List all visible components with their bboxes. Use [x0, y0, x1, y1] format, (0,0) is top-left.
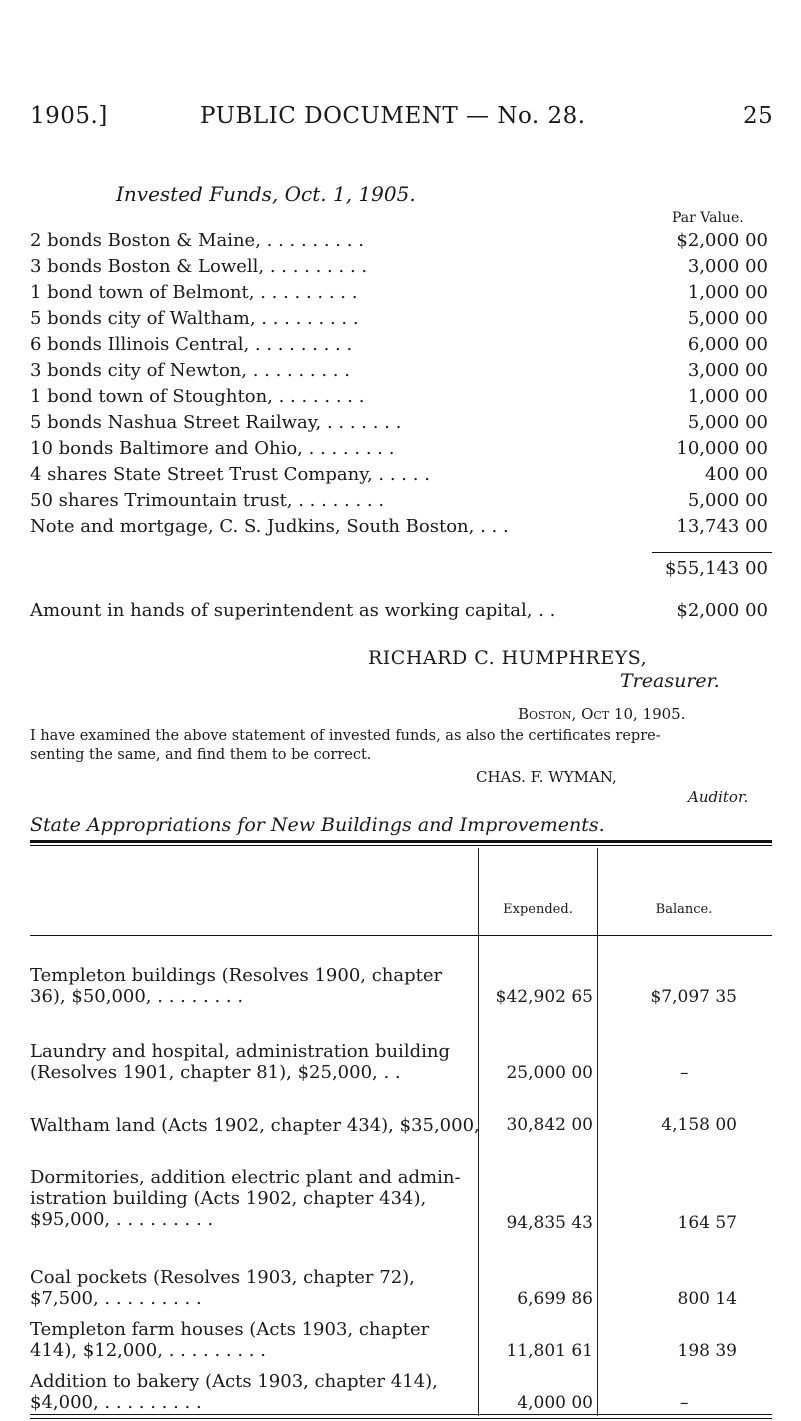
page-number: 25	[743, 103, 774, 129]
fund-label: 1 bond town of Stoughton, . . . . . . . .	[30, 386, 365, 407]
balance-value: 198 39	[677, 1341, 737, 1361]
expended-value: 30,842 00	[506, 1115, 593, 1135]
list-item	[30, 386, 770, 412]
fund-label: 10 bonds Baltimore and Ohio, . . . . . . . .	[30, 438, 395, 459]
balance-value: –	[680, 1063, 689, 1083]
table-bottom-rule-2	[30, 1418, 772, 1419]
fund-label: 6 bonds Illinois Central, . . . . . . . . .	[30, 334, 353, 355]
list-item	[30, 308, 770, 334]
fund-label: 3 bonds Boston & Lowell, . . . . . . . . .	[30, 256, 368, 277]
list-item	[30, 464, 770, 490]
header-year: 1905.]	[30, 103, 108, 129]
balance-heading: Balance.	[655, 902, 713, 917]
fund-value: 400 00	[705, 464, 768, 485]
fund-value: 1,000 00	[687, 386, 768, 407]
fund-value: 3,000 00	[687, 256, 768, 277]
list-item	[30, 282, 770, 308]
expended-value: $42,902 65	[495, 987, 593, 1007]
table-row	[30, 1267, 415, 1309]
working-capital-value: $2,000 00	[676, 600, 768, 621]
row-desc-line: 414), $12,000, . . . . . . . . .	[30, 1340, 266, 1361]
working-capital-row	[30, 600, 770, 626]
row-desc-line: istration building (Acts 1902, chapter 434),	[30, 1188, 427, 1209]
table-row	[30, 965, 442, 1007]
fund-label: Note and mortgage, C. S. Judkins, South Boston, . . .	[30, 516, 509, 537]
table-top-rule-thin	[30, 845, 772, 846]
expended-value: 94,835 43	[506, 1213, 593, 1233]
list-item	[30, 490, 770, 516]
row-desc-line: $7,500, . . . . . . . . .	[30, 1288, 202, 1309]
table-row	[30, 1167, 461, 1230]
fund-label: 4 shares State Street Trust Company, . . . . .	[30, 464, 430, 485]
fund-value: 5,000 00	[687, 308, 768, 329]
expended-value: 25,000 00	[506, 1063, 593, 1083]
fund-label: 5 bonds Nashua Street Railway, . . . . . . .	[30, 412, 402, 433]
balance-value: 4,158 00	[661, 1115, 737, 1135]
row-desc-line: $4,000, . . . . . . . . .	[30, 1392, 202, 1413]
list-item	[30, 516, 770, 542]
fund-label: 5 bonds city of Waltham, . . . . . . . . .	[30, 308, 359, 329]
fund-label: 2 bonds Boston & Maine, . . . . . . . . .	[30, 230, 364, 251]
total-row	[30, 558, 770, 584]
row-desc-line: 36), $50,000, . . . . . . . .	[30, 986, 244, 1007]
auditor-title: Auditor.	[688, 788, 749, 806]
table-top-rule	[30, 840, 772, 843]
audit-statement-line-2: senting the same, and find them to be correct.	[30, 747, 372, 763]
fund-value: 5,000 00	[687, 490, 768, 511]
row-desc-line: Coal pockets (Resolves 1903, chapter 72),	[30, 1267, 415, 1288]
row-desc-line: Templeton buildings (Resolves 1900, chapter	[30, 965, 443, 986]
fund-label: 3 bonds city of Newton, . . . . . . . . .	[30, 360, 350, 381]
table-row	[30, 1041, 450, 1083]
balance-value: 164 57	[677, 1213, 737, 1233]
total-value: $55,143 00	[664, 558, 768, 579]
row-desc-line: Laundry and hospital, administration building	[30, 1041, 450, 1062]
par-value-heading: Par Value.	[672, 210, 744, 226]
list-item	[30, 360, 770, 386]
fund-label: 50 shares Trimountain trust, . . . . . . . .	[30, 490, 385, 511]
row-desc-line: Waltham land (Acts 1902, chapter 434), $35,000,	[30, 1115, 480, 1136]
expended-value: 11,801 61	[506, 1341, 593, 1361]
row-desc-line: Addition to bakery (Acts 1903, chapter 414),	[30, 1371, 438, 1392]
list-item	[30, 438, 770, 464]
working-capital-label: Amount in hands of superintendent as working capital, . .	[30, 600, 556, 621]
row-desc-line: $95,000, . . . . . . . . .	[30, 1209, 214, 1230]
expended-value: 4,000 00	[517, 1393, 593, 1413]
row-desc-line: Dormitories, addition electric plant and admin-	[30, 1167, 461, 1188]
fund-value: 5,000 00	[687, 412, 768, 433]
fund-value: 13,743 00	[676, 516, 768, 537]
balance-value: $7,097 35	[650, 987, 737, 1007]
auditor-name: CHAS. F. WYMAN,	[476, 768, 617, 786]
list-item	[30, 412, 770, 438]
fund-value: $2,000 00	[676, 230, 768, 251]
table-bottom-rule	[30, 1414, 772, 1415]
total-rule	[652, 552, 772, 553]
expended-heading: Expended.	[503, 902, 573, 917]
table-row	[30, 1371, 438, 1413]
fund-value: 6,000 00	[687, 334, 768, 355]
appropriations-title: State Appropriations for New Buildings and Improvements.	[30, 814, 605, 836]
fund-value: 3,000 00	[687, 360, 768, 381]
row-desc-line: Templeton farm houses (Acts 1903, chapter	[30, 1319, 430, 1340]
table-row	[30, 1319, 429, 1361]
balance-value: –	[680, 1393, 689, 1413]
list-item	[30, 230, 770, 256]
list-item	[30, 334, 770, 360]
treasurer-name: RICHARD C. HUMPHREYS,	[368, 647, 648, 669]
fund-label: 1 bond town of Belmont, . . . . . . . . .	[30, 282, 358, 303]
page-title: PUBLIC DOCUMENT — No. 28.	[200, 103, 586, 129]
fund-value: 1,000 00	[687, 282, 768, 303]
fund-value: 10,000 00	[676, 438, 768, 459]
header-rule	[30, 935, 772, 936]
row-desc-line: (Resolves 1901, chapter 81), $25,000, . .	[30, 1062, 401, 1083]
table-row	[30, 1115, 480, 1136]
balance-value: 800 14	[677, 1289, 737, 1309]
invested-funds-title: Invested Funds, Oct. 1, 1905.	[116, 182, 416, 206]
audit-place-date: Boston, Oct 10, 1905.	[518, 705, 686, 723]
list-item	[30, 256, 770, 282]
expended-value: 6,699 86	[517, 1289, 593, 1309]
treasurer-title: Treasurer.	[620, 670, 720, 692]
audit-statement-line-1: I have examined the above statement of invested funds, as also the certificates repre-	[30, 728, 661, 744]
